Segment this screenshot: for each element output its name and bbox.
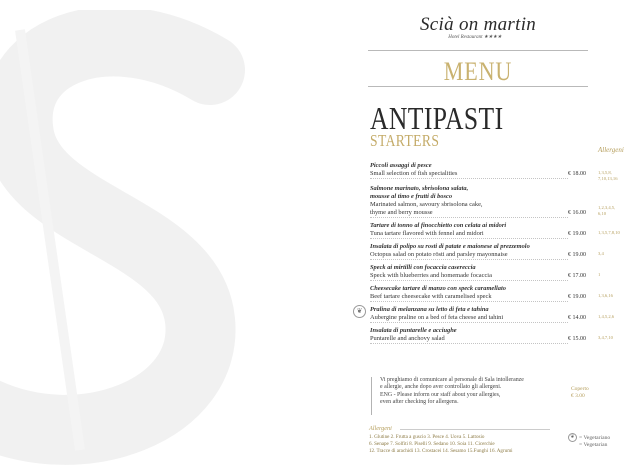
item-italian-name: Insalata di puntarelle e acciughe (370, 327, 457, 334)
logo-tagline: Hotel Restaurant ★★★★ (448, 35, 502, 40)
allergen-column-header: Allergeni (598, 146, 624, 154)
vegetarian-leaf-icon: ❦ (568, 433, 577, 442)
menu-items-list (356, 162, 640, 348)
cover-charge (571, 386, 589, 400)
vegetarian-legend (568, 433, 610, 449)
item-allergens: 3,4 (598, 251, 604, 256)
cover-charge-label: Coperto (571, 386, 589, 392)
item-english-name: Aubergine praline on a bed of feta cheese and tahini (370, 314, 504, 321)
item-allergens: 1,3,6,16 (598, 293, 613, 298)
item-allergens: 1,3,5,7,8,10 (598, 230, 620, 235)
section-title: ANTIPASTI (370, 100, 504, 136)
notice-line: ENG - Please inform our staff about your allergies, (380, 391, 501, 398)
legend-divider (400, 429, 550, 430)
restaurant-logo (420, 14, 537, 50)
item-italian-name: Piccoli assaggi di pesce (370, 162, 432, 169)
item-english-name: thyme and berry mousse (370, 209, 433, 216)
vegetarian-leaf-icon: ❦ (353, 305, 366, 318)
item-price: € 18.00 (568, 171, 586, 177)
item-english-name: Marinated salmon, savoury sbrisolona cake, (370, 201, 483, 208)
item-price: € 15.00 (568, 336, 586, 342)
legend-line: 12. Tracce di arachidi 13. Crostacei 14. Sesamo 15.Funghi 16. Agrumi (369, 448, 513, 454)
item-price: € 19.00 (568, 231, 586, 237)
veg-legend-en: = Vegetarian (579, 442, 608, 448)
item-price: € 19.00 (568, 294, 586, 300)
item-english-name: Beef tartare cheesecake with caramelised speck (370, 293, 492, 300)
menu-item (370, 327, 640, 344)
section-subtitle: STARTERS (370, 131, 440, 150)
item-italian-name: Cheesecake tartare di manzo con speck caramellato (370, 285, 506, 292)
item-italian-name: Speck ai mirtilli con focaccia casereccia (370, 264, 476, 271)
item-italian-name: Salmone marinato, sbrisolona salata, mousse al timo e frutti di bosco (370, 185, 469, 200)
menu-item (356, 306, 640, 323)
menu-item (370, 222, 640, 239)
item-italian-name: Tartare di tonno al finocchietto con celata ai midori (370, 222, 507, 229)
notice-line: e allergie, anche dopo aver controllato gli allergeni. (380, 384, 502, 391)
item-italian-name: Pralina di melanzana su letto di feta e tahina (370, 306, 489, 313)
item-allergens: 1,2,3,4,5, 6,10 (598, 205, 616, 216)
item-price: € 17.00 (568, 273, 586, 279)
logo-name: Scià on martin (420, 14, 537, 35)
background-monogram (0, 10, 280, 470)
item-price: € 19.00 (568, 252, 586, 258)
item-allergens: 1,4,5,2,6 (598, 314, 615, 319)
menu-item (370, 162, 640, 181)
notice-line: Vi preghiamo di comunicare al personale di Sala intolleranze (380, 377, 524, 383)
menu-item (370, 185, 640, 218)
item-allergens: 1 (598, 272, 601, 277)
legend-line: 6. Senape 7. Solfiti 8. Piselli 9. Sedano 10. Soia 11. Cicerchie (369, 441, 495, 447)
item-english-name: Puntarelle and anchovy salad (370, 335, 445, 342)
item-english-name: Speck with blueberries and homemade focaccia (370, 272, 492, 279)
allergy-notice (371, 377, 560, 415)
divider-bottom (368, 86, 588, 87)
item-allergens: 3,4,7,10 (598, 335, 613, 340)
legend-line: 1. Glutine 2. Frutta a guscio 3. Pesce 4. Uova 5. Lattosio (369, 434, 485, 440)
item-price: € 16.00 (568, 210, 586, 216)
cover-charge-price: € 3.00 (571, 393, 585, 399)
menu-item (370, 285, 640, 302)
item-english-name: Octopus salad on potato rösti and parsley mayonnaise (370, 251, 508, 258)
allergen-legend (369, 434, 513, 455)
item-english-name: Small selection of fish specialities (370, 170, 458, 177)
menu-item (370, 243, 640, 260)
item-price: € 14.00 (568, 315, 586, 321)
veg-legend-it: = Vegetariano (579, 434, 611, 441)
item-italian-name: Insalata di polipo su rosti di patate e maionese al prezzemolo (370, 243, 530, 250)
menu-title: MENU (443, 57, 513, 86)
notice-line: even after checking for allergens. (380, 398, 459, 405)
item-allergens: 1,3,5,8, 7,10,13,16 (598, 170, 618, 181)
menu-item (370, 264, 640, 281)
divider-top (368, 50, 588, 51)
item-english-name: Tuna tartare flavored with fennel and midori (370, 230, 484, 237)
allergen-legend-title: Allergeni (369, 425, 392, 432)
